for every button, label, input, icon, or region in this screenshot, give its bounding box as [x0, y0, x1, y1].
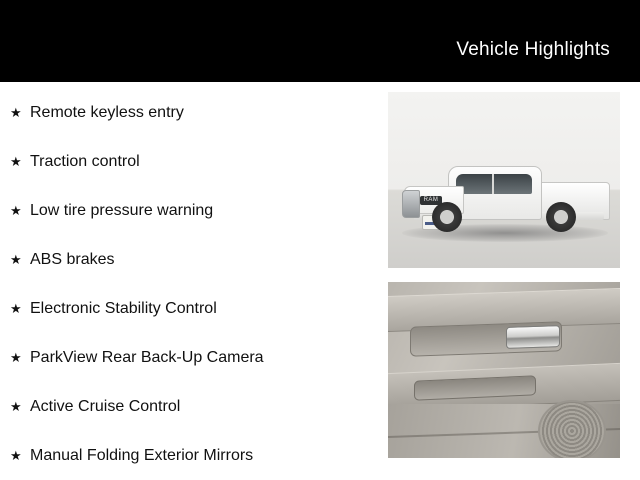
front-wheel [432, 202, 462, 232]
star-icon: ★ [10, 399, 22, 414]
star-icon: ★ [10, 105, 22, 120]
feature-label: Manual Folding Exterior Mirrors [30, 447, 254, 464]
content-area [0, 82, 640, 480]
ram-badge: RAM [420, 196, 442, 205]
star-icon: ★ [10, 154, 22, 169]
page-title: Vehicle Highlights [456, 39, 610, 60]
list-item [8, 333, 380, 382]
star-icon: ★ [10, 448, 22, 463]
features-list [0, 82, 380, 480]
star-icon: ★ [10, 252, 22, 267]
truck-body [400, 146, 610, 238]
feature-label: Active Cruise Control [30, 398, 181, 415]
feature-label: Remote keyless entry [30, 104, 184, 121]
rear-wheel [546, 202, 576, 232]
list-item [8, 137, 380, 186]
door-panel-photo [388, 282, 620, 458]
star-icon: ★ [10, 301, 22, 316]
media-column [380, 82, 640, 480]
truck-windows [456, 174, 532, 194]
truck-exterior-photo [388, 92, 620, 268]
feature-label: Traction control [30, 153, 140, 170]
feature-label: Electronic Stability Control [30, 300, 217, 317]
list-item [8, 431, 380, 480]
list-item [8, 186, 380, 235]
studio-background [388, 92, 620, 268]
feature-label: ABS brakes [30, 251, 115, 268]
list-item [8, 284, 380, 333]
feature-label: ParkView Rear Back-Up Camera [30, 349, 264, 366]
chrome-door-handle-icon [506, 325, 560, 349]
star-icon: ★ [10, 350, 22, 365]
feature-label: Low tire pressure warning [30, 202, 214, 219]
door-panel-background [388, 282, 620, 458]
list-item [8, 235, 380, 284]
speaker-grille-icon [538, 400, 606, 458]
header-bar [0, 0, 640, 82]
truck-grille [402, 190, 420, 218]
list-item [8, 382, 380, 431]
star-icon: ★ [10, 203, 22, 218]
list-item [8, 88, 380, 137]
